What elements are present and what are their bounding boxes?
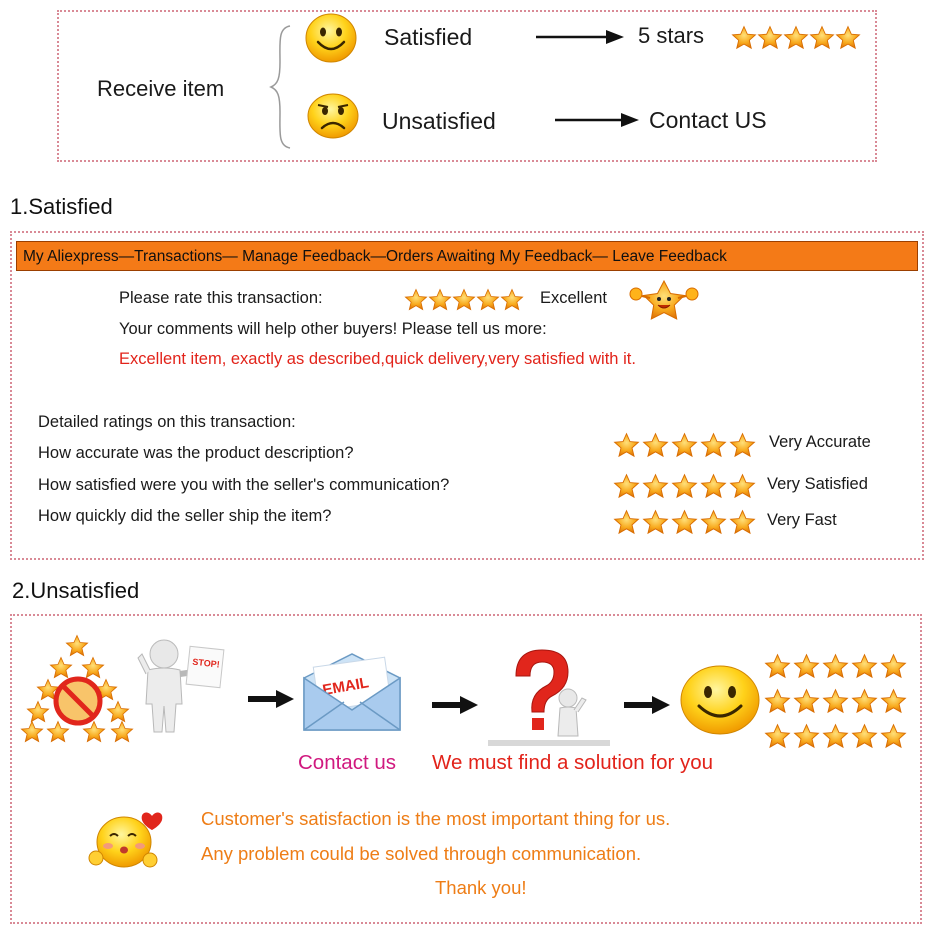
kiss-face-icon: [88, 806, 168, 870]
happy-face-icon: [304, 12, 358, 64]
rating-label: Very Fast: [767, 511, 837, 529]
star-mascot-icon: [628, 278, 700, 322]
email-label: EMAIL: [321, 674, 371, 700]
five-stars-label: 5 stars: [638, 23, 705, 48]
satisfied-label: Satisfied: [384, 24, 473, 50]
section-satisfied-title: 1.Satisfied: [10, 194, 113, 219]
rating-question: How quickly did the seller ship the item?: [38, 507, 332, 525]
overall-star-rating[interactable]: [404, 288, 524, 312]
stop-sign-text: STOP!: [191, 656, 221, 670]
comment-text[interactable]: Excellent item, exactly as described,quick delivery,very satisfied with it.: [119, 350, 636, 368]
contact-us-label: Contact US: [649, 107, 767, 133]
unsatisfied-label: Unsatisfied: [382, 108, 496, 134]
rating-word: Excellent: [540, 289, 607, 307]
brace-icon: [268, 22, 294, 152]
sad-face-icon: [306, 92, 360, 140]
section-unsatisfied-title: 2.Unsatisfied: [12, 578, 140, 603]
big-smiley-icon: [679, 664, 761, 736]
arrow-right-icon: [624, 696, 670, 714]
message-line-1: Customer's satisfaction is the most important thing for us.: [201, 808, 671, 829]
rating-stars-shipping[interactable]: [612, 509, 757, 536]
star-grid-icon: [763, 653, 915, 750]
question-person-icon: [488, 640, 610, 746]
rating-label: Very Accurate: [769, 433, 871, 451]
arrow-right-icon: [432, 696, 478, 714]
arrow-right-icon: [536, 28, 624, 46]
receive-item-label: Receive item: [97, 76, 225, 101]
rating-stars-accuracy[interactable]: [612, 432, 757, 459]
arrow-right-icon: [555, 111, 639, 129]
email-envelope-icon: [300, 648, 404, 734]
rating-label: Very Satisfied: [767, 475, 868, 493]
breadcrumb[interactable]: My Aliexpress—Transactions— Manage Feedback—Orders Awaiting My Feedback— Leave Feedback: [16, 241, 918, 271]
stop-person-icon: [134, 636, 226, 736]
no-stars-icon: [18, 634, 136, 746]
arrow-right-icon: [248, 690, 294, 708]
message-line-2: Any problem could be solved through communication.: [201, 843, 642, 864]
contact-us-link[interactable]: Contact us: [298, 751, 396, 774]
rating-stars-communication[interactable]: [612, 473, 757, 500]
detailed-ratings-heading: Detailed ratings on this transaction:: [38, 413, 296, 431]
rating-question: How accurate was the product description?: [38, 444, 354, 462]
flow-star-rating: [731, 25, 861, 51]
rate-prompt: Please rate this transaction:: [119, 289, 323, 307]
rating-question: How satisfied were you with the seller's communication?: [38, 476, 450, 494]
thank-you-text: Thank you!: [435, 877, 527, 898]
comment-prompt: Your comments will help other buyers! Please tell us more:: [119, 320, 547, 338]
solution-text: We must find a solution for you: [432, 751, 714, 774]
